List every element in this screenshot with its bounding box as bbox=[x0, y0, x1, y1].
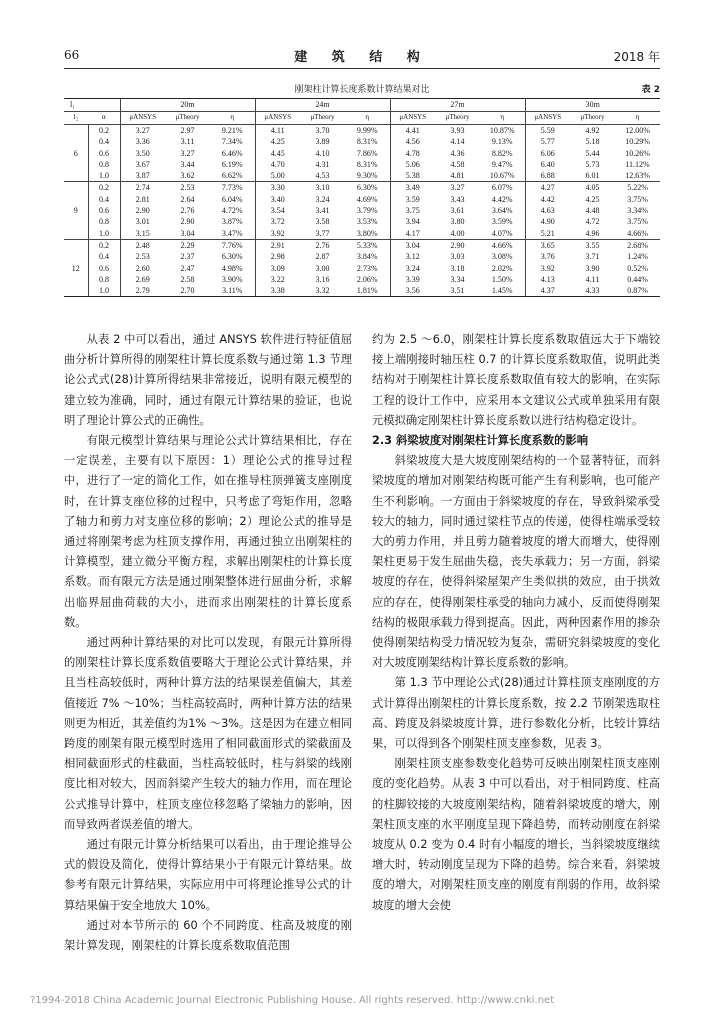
table-cell: 0.8 bbox=[99, 159, 109, 169]
table-cell: 3.34 bbox=[450, 274, 465, 284]
table-cell: 3.44 bbox=[180, 159, 195, 169]
table-cell: 4.42 bbox=[525, 194, 570, 205]
table-cell: 3.30 bbox=[255, 182, 300, 194]
table-cell: 3.09 bbox=[255, 263, 300, 274]
mu-ansys-header: μANSYS bbox=[525, 112, 570, 125]
table-cell: 2.91 bbox=[255, 239, 300, 251]
paragraph: 斜梁坡度大是大坡度刚架结构的一个显著特征，而斜梁坡度的增加对刚架结构既可能产生有利影响，也可能产生不利影响。一方面由于斜梁坡度的存在，导致斜梁承受较大的轴力，同时通过梁柱节点的传递，使得柱端承受较大的剪力作用，并且剪力随着坡度的增大而增大，使得刚架柱更易于发生屈曲失稳，丧失承载力；另一方面，斜梁坡度的存在，使得斜梁屋架产生类似拱的效应，由于拱效应的存在，使得刚架柱承受的轴向力减小，反而使得刚架结构的极限承载力得到提高。因此，两种因素作用的掺杂使得刚架结构受力情况较为复杂，需研究斜梁坡度的变化对大坡度刚架结构计算长度系数的影响。 bbox=[372, 454, 660, 670]
table-cell: 3.27 bbox=[180, 148, 195, 158]
table-title: 刚架柱计算长度系数计算结果对比 bbox=[294, 85, 430, 95]
table-cell: 0.8 bbox=[99, 217, 109, 227]
mu-theory-header: μTheory bbox=[300, 112, 345, 125]
table-cell: 4.98% bbox=[221, 263, 243, 273]
table-cell: 3.75 bbox=[390, 205, 435, 216]
table-cell: 2.98 bbox=[255, 251, 300, 262]
copyright-footer: ?1994-2018 China Academic Journal Electronic Publishing House. All rights reserved. http://www.cnki.net bbox=[30, 995, 555, 1006]
paragraph: 从表 2 中可以看出，通过 ANSYS 软件进行特征值屈曲分析计算所得的刚架柱计算长度系数与通过第 1.3 节理论公式式(28)计算所得结果非常接近，说明有限元模型的建立较为准确，同时，通过有限元计算结果的验证，也说明了理论计算公式的正确性。 bbox=[64, 333, 352, 427]
table-cell: 2.06% bbox=[356, 274, 378, 284]
table-cell: 4.00 bbox=[450, 228, 465, 238]
table-cell: 3.51 bbox=[435, 285, 480, 297]
table-cell: 3.62 bbox=[180, 171, 195, 181]
page-number: 66 bbox=[64, 48, 80, 62]
mu-theory-header: μTheory bbox=[435, 112, 480, 125]
table-cell: 3.90 bbox=[585, 263, 600, 273]
table-cell: 3.27 bbox=[120, 125, 165, 137]
table-cell: 3.92 bbox=[255, 228, 300, 240]
table-cell: 5.38 bbox=[390, 170, 435, 182]
table-cell: 3.27 bbox=[435, 182, 480, 194]
table-cell: 3.75% bbox=[627, 217, 648, 227]
table-cell: 3.59 bbox=[390, 194, 435, 205]
table-row bbox=[64, 205, 660, 216]
paragraph: 有限元模型计算结果与理论公式计算结果相比，存在一定误差，主要有以下原因：1）理论公式的推导过程中，进行了一定的简化工作，如在推导柱顶弹簧支座刚度时，在计算支座位移的过程中，只考虑了弯矩作用，忽略了轴力和剪力对支座位移的影响；2）理论公式的推导是通过将刚架考虑为柱顶支撑作用，再通过独立出刚架柱的计算模型，建立微分平衡方程，求解出刚架柱的计算长度系数。而有限元方法是通过刚架整体进行屈曲分析，求解出临界屈曲荷载的大小，进而求出刚架柱的计算长度系数。 bbox=[64, 434, 352, 629]
table-cell: 3.47% bbox=[221, 228, 243, 238]
table-cell: 3.65 bbox=[525, 239, 570, 251]
table-cell: 4.78 bbox=[390, 148, 435, 159]
mu-theory-header: μTheory bbox=[570, 112, 615, 125]
eta-header: η bbox=[345, 112, 390, 125]
table-row bbox=[64, 170, 660, 182]
table-row bbox=[64, 125, 660, 137]
table-cell: 1.0 bbox=[88, 285, 120, 297]
table-cell: 8.31% bbox=[356, 137, 378, 147]
table-cell: 4.66% bbox=[627, 228, 648, 238]
table-row bbox=[64, 263, 660, 274]
table-cell: 6.30% bbox=[345, 182, 390, 194]
table-cell: 3.39 bbox=[390, 274, 435, 285]
table-row bbox=[64, 159, 660, 170]
table-cell: 6.01 bbox=[585, 171, 600, 181]
table-cell: 3.75% bbox=[627, 194, 648, 204]
table-cell: 0.44% bbox=[627, 274, 648, 284]
table-row bbox=[64, 251, 660, 262]
table-cell: 4.41 bbox=[390, 125, 435, 137]
table-cell: 3.90% bbox=[221, 274, 243, 284]
table-cell: 2.73% bbox=[356, 263, 378, 273]
table-caption bbox=[64, 82, 660, 96]
table-cell: 3.11% bbox=[210, 285, 255, 297]
span-header: 24m bbox=[255, 99, 390, 112]
table-cell: 3.11 bbox=[180, 137, 195, 147]
table-cell: 4.81 bbox=[450, 171, 465, 181]
table-cell: 2.37 bbox=[180, 252, 195, 262]
mu-theory-header: μTheory bbox=[165, 112, 210, 125]
table-cell: 9.30% bbox=[356, 171, 378, 181]
l2-value: 6 bbox=[64, 125, 88, 182]
table-cell: 9.13% bbox=[491, 137, 513, 147]
table-cell: 7.76% bbox=[210, 239, 255, 251]
table-cell: 3.76 bbox=[525, 251, 570, 262]
right-column bbox=[372, 330, 660, 916]
table-cell: 3.40 bbox=[255, 194, 300, 205]
table-cell: 6.06 bbox=[525, 148, 570, 159]
table-cell: 10.26% bbox=[625, 148, 650, 158]
table-cell: 5.77 bbox=[525, 136, 570, 147]
table-row bbox=[64, 182, 660, 194]
table-cell: 4.96 bbox=[585, 228, 600, 238]
section-heading: 2.3 斜梁坡度对刚架柱计算长度系数的影响 bbox=[372, 434, 588, 448]
l2-value: 9 bbox=[64, 182, 88, 239]
table-cell: 2.87 bbox=[315, 252, 330, 262]
table-row bbox=[64, 148, 660, 159]
table-cell: 3.49 bbox=[390, 182, 435, 194]
table-cell: 9.99% bbox=[356, 126, 378, 135]
table-cell: 2.76 bbox=[300, 239, 345, 251]
table-cell: 5.59 bbox=[525, 125, 570, 137]
table-cell: 3.58 bbox=[315, 217, 330, 227]
table-row bbox=[64, 285, 660, 297]
table-row bbox=[64, 216, 660, 227]
table-cell: 3.89 bbox=[315, 137, 330, 147]
paragraph: 通过两种计算结果的对比可以发现，有限元计算所得的刚架柱计算长度系数值要略大于理论公式计算结果，并且当柱高较低时，两种计算方法的结果误差值偏大，其差值接近 7% ～10%；当柱高较高时，两种计算方法的结果则更为相近，其差值约为1% ～3%。这是因为在建立相同跨度的刚架有限元模型时选用了相同截面形式的梁截面及相同截面形式的柱截面，当柱高较低时，柱与斜梁的线刚度比相对较大，因而斜梁产生较大的轴力作用，而在理论公式推导计算中，柱顶支座位移忽略了梁轴力的影响，因而导致两者误差值的增大。 bbox=[64, 636, 352, 831]
table-cell: 9.47% bbox=[491, 159, 513, 169]
table-cell: 4.72% bbox=[221, 206, 243, 216]
table-cell: 3.24 bbox=[390, 263, 435, 274]
table-cell: 3.80% bbox=[356, 228, 378, 238]
table-cell: 4.66% bbox=[480, 239, 525, 251]
table-cell: 6.88 bbox=[525, 170, 570, 182]
table-cell: 5.33% bbox=[345, 239, 390, 251]
table-cell: 4.25 bbox=[585, 194, 600, 204]
table-cell: 4.36 bbox=[450, 148, 465, 158]
table-cell: 4.31 bbox=[315, 159, 330, 169]
paragraph: 刚架柱顶支座参数变化趋势可反映出刚架柱顶支座刚度的变化趋势。从表 3 中可以看出，对于相同跨度、柱高的柱脚铰接的大坡度刚架结构，随着斜梁坡度的增大，刚架柱顶支座的水平刚度呈现下降趋势，而转动刚度在斜梁坡度从 0.2 变为 0.4 时有小幅度的增长，当斜梁坡度继续增大时，转动刚度呈现为下降的趋势。综合来看，斜梁坡度的增大，对刚架柱顶支座的刚度有削弱的作用，故斜梁坡度的增大会使 bbox=[372, 757, 660, 912]
table-cell: 6.46% bbox=[221, 148, 243, 158]
eta-header: η bbox=[210, 112, 255, 125]
table-cell: 3.10 bbox=[300, 182, 345, 194]
table-cell: 3.84% bbox=[356, 252, 378, 262]
table-cell: 0.6 bbox=[99, 206, 109, 216]
table-cell: 2.76 bbox=[180, 206, 195, 216]
header-year: 2018 年 bbox=[613, 50, 660, 64]
table-cell: 6.62% bbox=[221, 171, 243, 181]
table-cell: 6.07% bbox=[480, 182, 525, 194]
running-header bbox=[64, 46, 660, 69]
table-cell: 0.2 bbox=[88, 182, 120, 194]
table-cell: 1.0 bbox=[99, 228, 109, 238]
table-cell: 2.90 bbox=[180, 217, 195, 227]
table-cell: 3.87% bbox=[221, 217, 243, 227]
table-cell: 3.41 bbox=[315, 206, 330, 216]
table-cell: 1.0 bbox=[99, 171, 109, 181]
table-cell: 2.70 bbox=[165, 285, 210, 297]
table-cell: 3.38 bbox=[255, 285, 300, 297]
alpha-header: α bbox=[88, 112, 120, 125]
table-cell: 3.00 bbox=[315, 263, 330, 273]
table-cell: 3.15 bbox=[120, 228, 165, 240]
table-cell: 2.53 bbox=[165, 182, 210, 194]
table-cell: 4.11 bbox=[255, 125, 300, 137]
table-cell: 0.6 bbox=[99, 263, 109, 273]
table-cell: 4.27 bbox=[525, 182, 570, 194]
table-cell: 0.4 bbox=[99, 137, 109, 147]
table-cell: 5.00 bbox=[255, 170, 300, 182]
table-cell: 4.37 bbox=[525, 285, 570, 297]
table-cell: 3.61 bbox=[450, 206, 465, 216]
table-cell: 6.04% bbox=[221, 194, 243, 204]
table-cell: 5.44 bbox=[585, 148, 600, 158]
table-row bbox=[64, 239, 660, 251]
table-cell: 0.6 bbox=[99, 148, 109, 158]
table-cell: 2.81 bbox=[120, 194, 165, 205]
table-cell: 3.24 bbox=[315, 194, 330, 204]
paragraph: 约为 2.5 ～6.0，刚架柱计算长度系数取值远大于下端铰接上端刚接时轴压柱 0.7 的计算长度系数取值，说明此类结构对于刚架柱计算长度系数取值有较大的影响，在实际工程的设计工作中，应采用本文建议公式或单独采用有限元模拟确定刚架柱计算长度系数以进行结构稳定设计。 bbox=[372, 333, 660, 427]
table-cell: 4.11 bbox=[585, 274, 600, 284]
table-cell: 3.92 bbox=[525, 263, 570, 274]
table-cell: 2.47 bbox=[180, 263, 195, 273]
table-cell: 2.58 bbox=[180, 274, 195, 284]
table-cell: 4.45 bbox=[255, 148, 300, 159]
table-cell: 5.21 bbox=[525, 228, 570, 240]
table-row bbox=[64, 228, 660, 240]
table-row bbox=[64, 136, 660, 147]
paragraph: 第 1.3 节中理论公式(28)通过计算柱顶支座刚度的方式计算得出刚架柱的计算长度系数，按 2.2 节刚架选取柱高、跨度及斜梁坡度计算，进行参数化分析，比较计算结果，可以得到各个刚架柱顶支座参数，见表 3。 bbox=[372, 676, 660, 751]
table-cell: 4.10 bbox=[315, 148, 330, 158]
paragraph: 通过对本节所示的 60 个不同跨度、柱高及坡度的刚架计算发现，刚架柱的计算长度系数取值范围 bbox=[64, 918, 352, 953]
journal-title: 建 筑 结 构 bbox=[294, 50, 430, 65]
table-cell: 3.70 bbox=[315, 126, 330, 135]
table-cell: 4.13 bbox=[525, 274, 570, 285]
table-cell: 3.59% bbox=[491, 217, 513, 227]
table-row bbox=[64, 274, 660, 285]
table-cell: 5.22% bbox=[615, 182, 660, 194]
table-cell: 1.50% bbox=[491, 274, 513, 284]
table-cell: 3.72 bbox=[255, 216, 300, 227]
span-header: 30m bbox=[525, 99, 660, 112]
table-cell: 0.8 bbox=[99, 274, 109, 284]
table-cell: 4.72 bbox=[585, 217, 600, 227]
table-cell: 3.18 bbox=[450, 263, 465, 273]
table-cell: 3.04 bbox=[390, 239, 435, 251]
table-row bbox=[64, 194, 660, 205]
table-cell: 3.54 bbox=[255, 205, 300, 216]
table-cell: 4.33 bbox=[570, 285, 615, 297]
table-cell: 2.79 bbox=[120, 285, 165, 297]
table-cell: 3.22 bbox=[255, 274, 300, 285]
table-cell: 4.17 bbox=[390, 228, 435, 240]
left-column bbox=[64, 330, 352, 956]
table-cell: 0.52% bbox=[627, 263, 648, 273]
table-cell: 4.07% bbox=[491, 228, 513, 238]
table-cell: 4.58 bbox=[450, 159, 465, 169]
table-cell: 3.56 bbox=[390, 285, 435, 297]
table-cell: 3.08% bbox=[491, 252, 513, 262]
table-number: 表 2 bbox=[641, 85, 660, 95]
table-cell: 0.4 bbox=[99, 252, 109, 262]
table-cell: 3.16 bbox=[315, 274, 330, 284]
table-cell: 3.64% bbox=[491, 206, 513, 216]
table-cell: 2.53 bbox=[120, 251, 165, 262]
results-table bbox=[64, 98, 660, 297]
table-cell: 1.45% bbox=[480, 285, 525, 297]
table-cell: 4.70 bbox=[255, 159, 300, 170]
table-cell: 2.90 bbox=[120, 205, 165, 216]
table-cell: 2.74 bbox=[120, 182, 165, 194]
table-cell: 10.67% bbox=[489, 171, 515, 181]
table-cell: 3.53% bbox=[356, 217, 378, 227]
table-cell: 8.31% bbox=[356, 159, 378, 169]
table-cell: 4.63 bbox=[525, 205, 570, 216]
table-cell: 4.53 bbox=[315, 171, 330, 181]
table-cell: 4.05 bbox=[570, 182, 615, 194]
eta-header: η bbox=[480, 112, 525, 125]
table-cell: 4.25 bbox=[255, 136, 300, 147]
table-cell: 12.63% bbox=[625, 171, 650, 181]
table-cell: 2.68% bbox=[615, 239, 660, 251]
table-cell: 6.30% bbox=[221, 252, 243, 262]
table-cell: 3.55 bbox=[570, 239, 615, 251]
table-cell: 4.92 bbox=[585, 126, 600, 135]
table-cell: 3.79% bbox=[356, 206, 378, 216]
table-cell: 3.34% bbox=[627, 206, 648, 216]
table-cell: 3.67 bbox=[120, 159, 165, 170]
table-cell: 3.32 bbox=[300, 285, 345, 297]
table-cell: 4.14 bbox=[450, 137, 465, 147]
table-cell: 11.12% bbox=[625, 159, 650, 169]
corner-l1: l₁ bbox=[64, 99, 120, 112]
table-cell: 6.19% bbox=[221, 159, 243, 169]
table-cell: 2.64 bbox=[180, 194, 195, 204]
paragraph: 通过有限元计算分析结果可以看出，由于理论推导公式的假设及简化，使得计算结果小于有限元计算结果。故参考有限元计算结果，实际应用中可将理论推导公式的计算结果偏于安全地放大 10%。 bbox=[64, 838, 352, 912]
table-cell: 9.21% bbox=[221, 126, 243, 135]
table-cell: 10.87% bbox=[489, 126, 515, 135]
table-cell: 8.82% bbox=[491, 148, 513, 158]
table-cell: 3.03 bbox=[450, 252, 465, 262]
table-cell: 3.01 bbox=[120, 216, 165, 227]
table-cell: 1.24% bbox=[627, 252, 648, 262]
table-cell: 3.04 bbox=[180, 228, 195, 238]
table-cell: 3.93 bbox=[450, 126, 465, 135]
span-header: 27m bbox=[390, 99, 525, 112]
table-cell: 5.18 bbox=[585, 137, 600, 147]
table-cell: 7.73% bbox=[210, 182, 255, 194]
mu-ansys-header: μANSYS bbox=[120, 112, 165, 125]
eta-header: η bbox=[615, 112, 660, 125]
table-cell: 2.48 bbox=[120, 239, 165, 251]
table-cell: 3.50 bbox=[120, 148, 165, 159]
table-cell: 2.69 bbox=[120, 274, 165, 285]
table-cell: 7.86% bbox=[356, 148, 378, 158]
span-header: 20m bbox=[120, 99, 255, 112]
table-cell: 2.90 bbox=[435, 239, 480, 251]
l2-value: 12 bbox=[64, 239, 88, 296]
table-cell: 3.77 bbox=[315, 228, 330, 238]
table-cell: 3.36 bbox=[120, 136, 165, 147]
table-cell: 3.71 bbox=[585, 252, 600, 262]
mu-ansys-header: μANSYS bbox=[390, 112, 435, 125]
table-cell: 3.43 bbox=[450, 194, 465, 204]
table-cell: 3.80 bbox=[450, 217, 465, 227]
table-cell: 2.60 bbox=[120, 263, 165, 274]
table-cell: 3.94 bbox=[390, 216, 435, 227]
table-cell: 10.29% bbox=[625, 137, 650, 147]
table-cell: 2.97 bbox=[180, 126, 195, 135]
table-cell: 3.12 bbox=[390, 251, 435, 262]
mu-ansys-header: μANSYS bbox=[255, 112, 300, 125]
table-cell: 0.2 bbox=[99, 126, 109, 135]
table-cell: 4.42% bbox=[491, 194, 513, 204]
table-cell: 7.34% bbox=[221, 137, 243, 147]
table-cell: 5.06 bbox=[390, 159, 435, 170]
table-cell: 4.90 bbox=[525, 216, 570, 227]
table-cell: 3.87 bbox=[120, 170, 165, 182]
corner-l2: l₂ bbox=[64, 112, 88, 125]
table-cell: 2.29 bbox=[165, 239, 210, 251]
table-cell: 4.69% bbox=[356, 194, 378, 204]
table-cell: 2.02% bbox=[491, 263, 513, 273]
table-cell: 12.00% bbox=[625, 126, 650, 135]
table-cell: 0.87% bbox=[615, 285, 660, 297]
table-cell: 1.81% bbox=[345, 285, 390, 297]
table-cell: 6.40 bbox=[525, 159, 570, 170]
table-cell: 4.48 bbox=[585, 206, 600, 216]
table-cell: 0.4 bbox=[99, 194, 109, 204]
table-cell: 0.2 bbox=[88, 239, 120, 251]
table-cell: 4.56 bbox=[390, 136, 435, 147]
table-cell: 5.73 bbox=[585, 159, 600, 169]
